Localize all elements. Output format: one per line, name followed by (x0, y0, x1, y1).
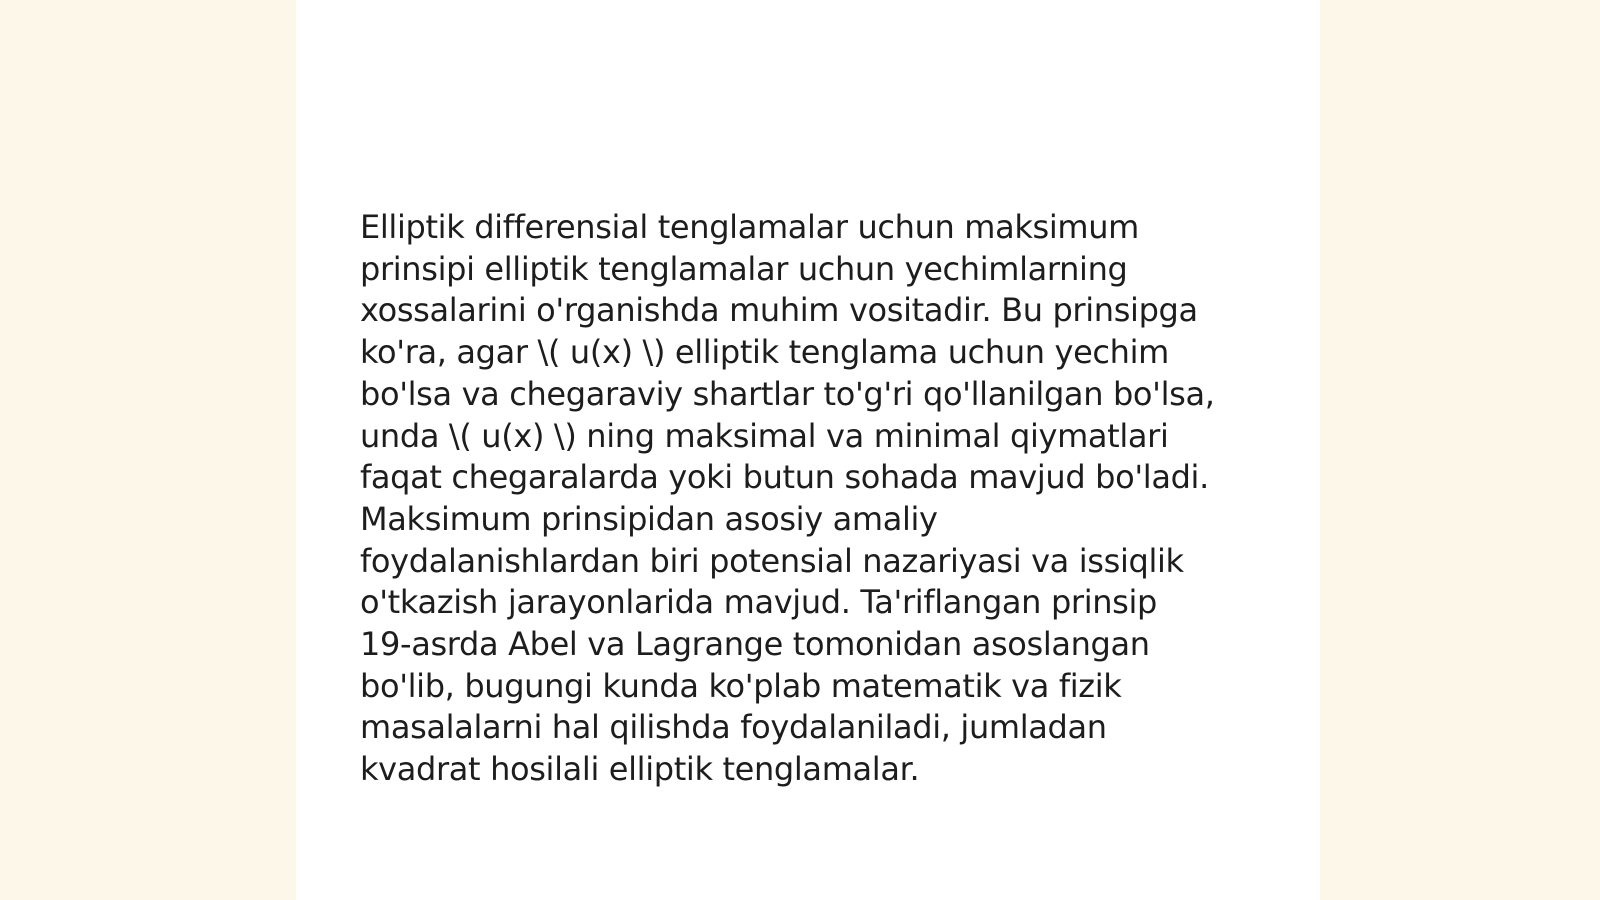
text-line: bo'lib, bugungi kunda ko'plab matematik va fizik (360, 666, 1122, 705)
text-line: unda \( u(x) \) ning maksimal va minimal qiymatlari (360, 416, 1169, 455)
text-line: Elliptik differensial tenglamalar uchun maksimum (360, 208, 1139, 246)
body-paragraph (360, 207, 1260, 791)
text-line: o'tkazish jarayonlarida mavjud. Ta'riflangan prinsip (360, 583, 1158, 622)
text-line: kvadrat hosilali elliptik tenglamalar. (360, 750, 920, 789)
text-line: foydalanishlardan biri potensial nazariyasi va issiqlik (360, 541, 1184, 580)
text-line: bo'lsa va chegaraviy shartlar to'g'ri qo'llanilgan bo'lsa, (360, 374, 1215, 413)
text-line: faqat chegaralarda yoki butun sohada mavjud bo'ladi. (360, 458, 1209, 497)
text-line: prinsipi elliptik tenglamalar uchun yechimlarning (360, 249, 1128, 288)
text-line: masalalarni hal qilishda foydalaniladi, jumladan (360, 708, 1107, 747)
document-page (296, 0, 1320, 900)
text-line: ko'ra, agar \( u(x) \) elliptik tenglama uchun yechim (360, 333, 1169, 372)
text-line: xossalarini o'rganishda muhim vositadir. Bu prinsipga (360, 291, 1198, 330)
text-line: Maksimum prinsipidan asosiy amaliy (360, 499, 938, 538)
text-line: 19-asrda Abel va Lagrange tomonidan asoslangan (360, 625, 1150, 664)
